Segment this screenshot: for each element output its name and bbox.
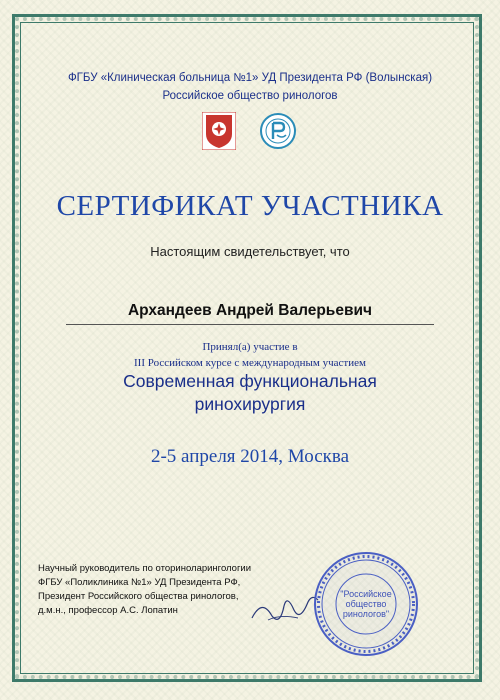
rhinology-society-logo-icon: [260, 113, 296, 149]
course-topic-line-2: ринохирургия: [194, 394, 306, 414]
attestation-text: Настоящим свидетельствует, что: [150, 244, 350, 259]
signatory-line-2: ФГБУ «Поликлиника №1» УД Президента РФ,: [38, 577, 241, 588]
course-topic-line-1: Современная функциональная: [123, 371, 377, 391]
signatory-line-4: д.м.н., профессор А.С. Лопатин: [38, 605, 178, 616]
signatory-line-3: Президент Российского общества ринологов,: [38, 591, 239, 602]
certificate-title: СЕРТИФИКАТ УЧАСТНИКА: [56, 190, 444, 222]
stamp-text-line-2: общество: [345, 599, 387, 609]
recipient-name: Архандеев Андрей Валерьевич: [127, 302, 373, 319]
handwritten-signature: [250, 588, 320, 628]
organization-line-2: Российское общество ринологов: [162, 90, 338, 102]
hospital-emblem-icon: [202, 112, 236, 150]
stamp-text-line-3: ринологов": [342, 609, 390, 619]
signatory-line-1: Научный руководитель по оториноларингологии: [38, 563, 252, 574]
participation-text: Принял(а) участие в: [202, 341, 298, 353]
organization-line-1: ФГБУ «Клиническая больница №1» УД Президента РФ (Волынская): [67, 72, 433, 84]
round-stamp-seal: [312, 550, 420, 658]
event-date-place: 2-5 апреля 2014, Москва: [150, 446, 350, 467]
name-underline: [66, 324, 434, 325]
stamp-text-line-1: "Российское: [340, 589, 392, 599]
course-name: III Российском курсе с международным участием: [134, 357, 366, 369]
